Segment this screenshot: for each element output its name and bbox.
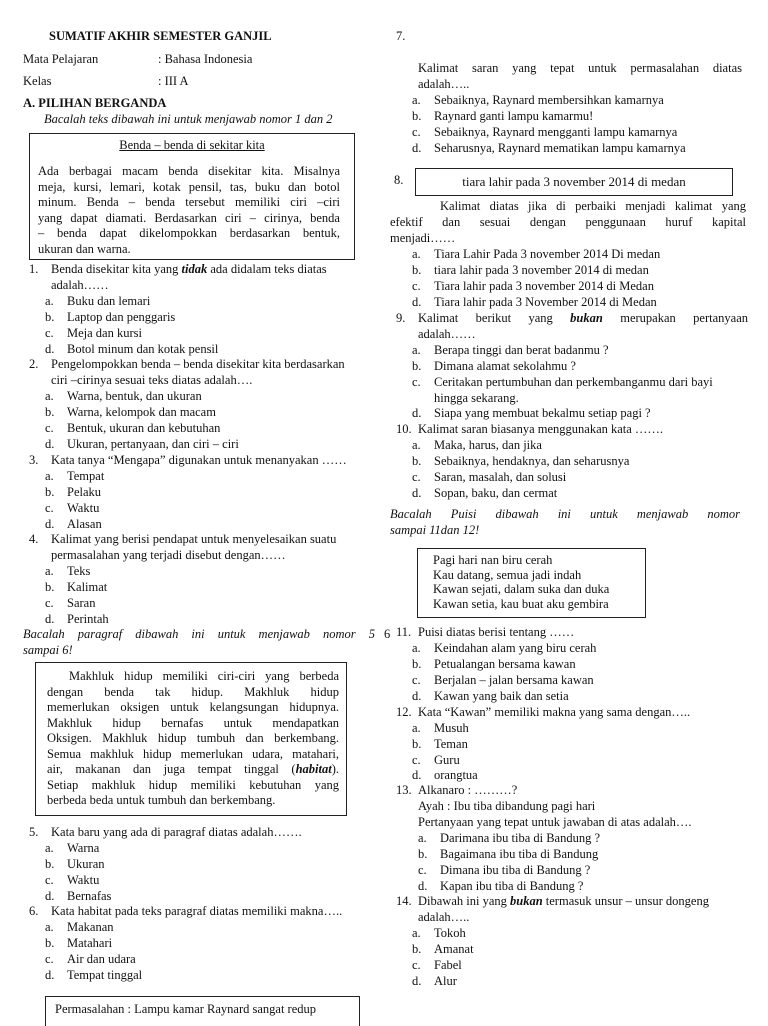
reading2-line: Setiap makhluk hidup memiliki kebutuhan yang [47, 777, 339, 792]
class-label: Kelas [23, 74, 52, 88]
question-14-text: Dibawah ini yang bukan termasuk unsur – unsur dongeng [418, 894, 709, 908]
question-14-number: 14. [396, 894, 412, 908]
question-13-dialog: Ayah : Ibu tiba dibandung pagi hari [418, 799, 596, 813]
question-10-text: Kalimat saran biasanya menggunakan kata ……. [418, 422, 664, 436]
reading1-box [29, 133, 355, 260]
question-13-prompt: Pertanyaan yang tepat untuk jawaban di atas adalah…. [418, 815, 692, 829]
reading2-instruction-cont: sampai 6! [23, 643, 73, 657]
question-9-text: Kalimat berikut yang bukan merupakan pertanyaan [418, 311, 748, 325]
reading1-line: yang dapat diamati. Berdasarkan ciri – cirinya, benda [38, 210, 340, 225]
question-7-cont: adalah….. [418, 77, 470, 91]
section-heading: A. PILIHAN BERGANDA [23, 96, 167, 110]
question-text: Benda disekitar kita yang tidak ada didalam teks diatas [51, 262, 327, 276]
poem-line: Pagi hari nan biru cerah [433, 553, 553, 567]
reading2-box [35, 662, 347, 816]
question-10-number: 10. [396, 422, 412, 436]
reading2-line: dengan benda tak hidup. Makhluk hidup [47, 684, 339, 699]
reading2-line: Makhluk hidup memiliki ciri-ciri yang berbeda [69, 669, 339, 683]
question-9-number: 9. [396, 311, 406, 325]
reading2-text [47, 669, 339, 809]
question-8-text-3: menjadi…… [390, 231, 456, 245]
poem-line: Kawan sejati, dalam suka dan duka [433, 582, 610, 596]
reading1-line: Ada berbagai macam benda disekitar kita. Misalnya [38, 164, 340, 178]
poem-line: Kawan setia, kau buat aku gembira [433, 596, 609, 611]
class-value: : III A [158, 74, 189, 88]
problem-box [45, 996, 360, 1026]
page-title: SUMATIF AKHIR SEMESTER GANJIL [49, 29, 272, 43]
reading2-line: Makhluk hidup bernafas untuk mendapatkan [47, 715, 339, 730]
question-13-number: 13. [396, 783, 412, 797]
reading2-line: berbeda beda untuk tumbuh dan berkembang. [47, 793, 276, 807]
question-12-number: 12. [396, 705, 412, 719]
poem-text [433, 553, 609, 611]
question-12-text: Kata “Kawan” memiliki makna yang sama dengan….. [418, 705, 691, 719]
question-13-text: Alkanaro : ………? [418, 783, 518, 797]
reading2-line: memerlukan oksigen untuk kelangsungan hidupnya. [47, 700, 339, 714]
reading2-line: Oksigen. Makhluk hidup tumbuh dan berkembang. [47, 731, 339, 745]
question-9-cont: adalah…… [418, 327, 476, 341]
reading1-title: Benda – benda di sekitar kita [119, 138, 265, 152]
q8-sentence: tiara lahir pada 3 november 2014 di medan [462, 174, 686, 189]
reading1-text [38, 164, 340, 257]
question-2-cont: ciri –cirinya sesuai teks diatas adalah…. [51, 373, 253, 387]
question-11-text: Puisi diatas berisi tentang …… [418, 625, 575, 639]
subject-value: : Bahasa Indonesia [158, 52, 253, 66]
question-7-text: Kalimat saran yang tepat untuk permasalahan diatas [418, 61, 742, 75]
reading1-instruction: Bacalah teks dibawah ini untuk menjawab nomor 1 dan 2 [44, 112, 333, 126]
q9-option-c-cont: hingga sekarang. [434, 391, 519, 405]
reading2-line: Semua makhluk hidup memerlukan udara, matahari, [47, 746, 339, 761]
question-11-number: 11. [396, 625, 412, 639]
question-4-cont: permasalahan yang terjadi disebut dengan…… [51, 548, 286, 562]
reading1-line: – benda dapat dikelompokkan berdasarkan bentuk, [38, 226, 340, 240]
reading2-instruction-extra: 6 [384, 627, 391, 641]
question-14-cont: adalah….. [418, 910, 470, 924]
question-8-text: Kalimat diatas jika di perbaiki menjadi kalimat yang [440, 199, 746, 213]
poem-box [417, 548, 646, 618]
reading1-line: ukuran dan warna. [38, 241, 131, 256]
reading2-line: air, makanan dan juga tempat tinggal (habitat). [47, 762, 339, 776]
question-1-cont: adalah…… [51, 278, 109, 292]
question-7-number: 7. [396, 29, 406, 43]
subject-label: Mata Pelajaran [23, 52, 99, 66]
problem-text: Permasalahan : Lampu kamar Raynard sangat redup [55, 1002, 317, 1016]
reading2-instruction: Bacalah paragraf dibawah ini untuk menjawab nomor 5 [23, 627, 375, 641]
poem-instruction: Bacalah Puisi dibawah ini untuk menjawab nomor [390, 507, 740, 521]
reading1-line: minum. Benda – benda tersebut memiliki ciri –ciri [38, 195, 340, 209]
poem-line: Kau datang, semua jadi indah [433, 567, 582, 582]
question-8-number: 8. [394, 173, 404, 187]
poem-instruction-cont: sampai 11dan 12! [390, 523, 480, 537]
question-8-text-2: efektif dan sesuai dengan penggunaan huruf kapital [390, 215, 746, 229]
q8-sentence-box [415, 168, 733, 196]
reading1-line: meja, kursi, lemari, kotak pensil, tas, buku dan botol [38, 179, 340, 194]
question-number: 1. [29, 262, 39, 276]
